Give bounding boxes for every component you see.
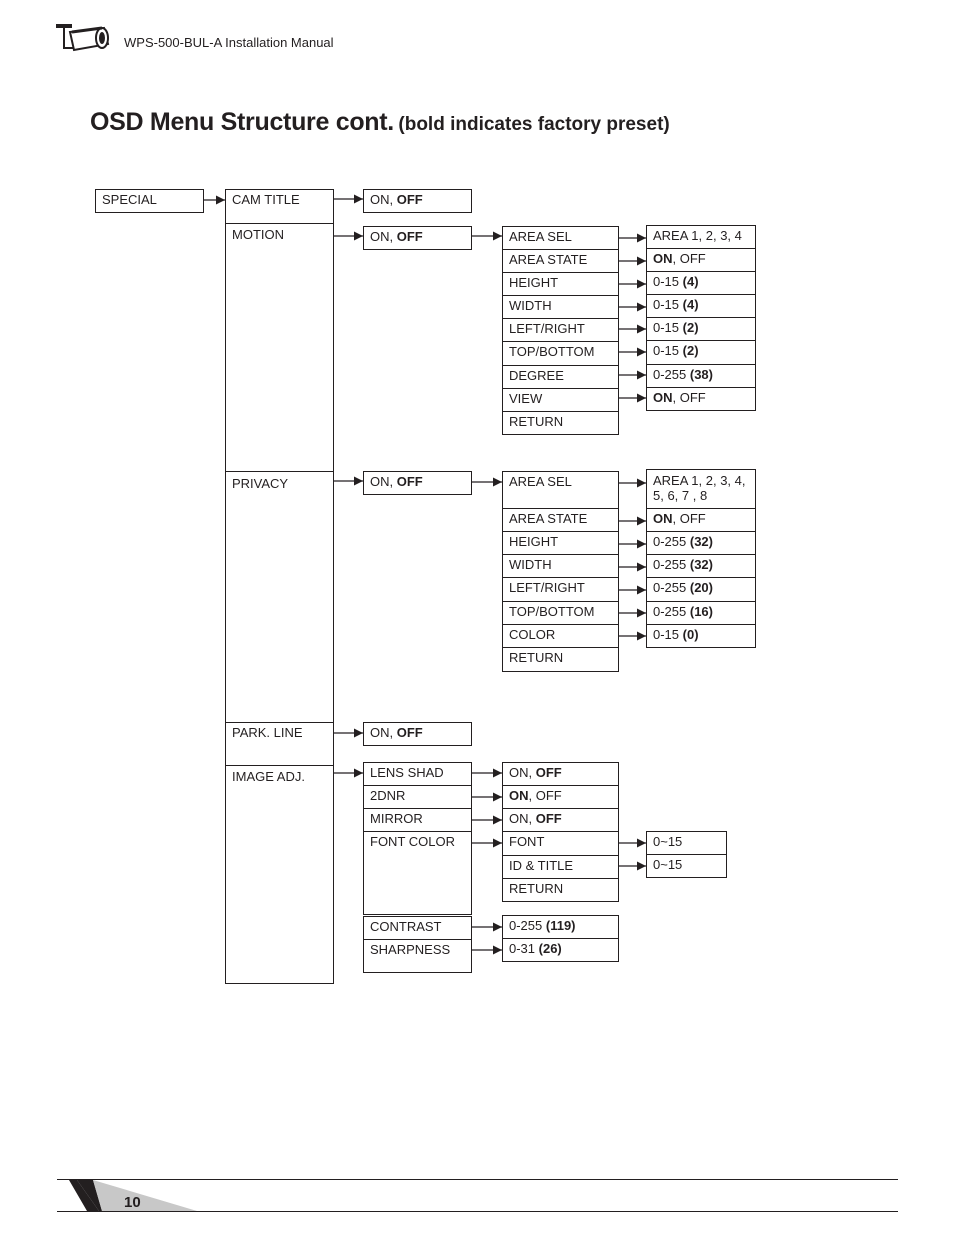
motion-item: DEGREE xyxy=(502,365,619,389)
privacy-value: 0-15 (0) xyxy=(646,624,756,648)
privacy-item: AREA SEL xyxy=(502,471,619,509)
motion-item: RETURN xyxy=(502,411,619,435)
menu-image-adj: IMAGE ADJ. xyxy=(225,765,334,984)
privacy-item: RETURN xyxy=(502,647,619,672)
motion-value: 0-255 (38) xyxy=(646,364,756,388)
menu-privacy: PRIVACY xyxy=(225,471,334,723)
image-adj-item: LENS SHAD xyxy=(363,762,472,786)
font-color-value: 0~15 xyxy=(646,854,727,878)
font-color-item: ID & TITLE xyxy=(502,855,619,879)
image-adj-value: ON, OFF xyxy=(502,762,619,786)
menu-cam-title: CAM TITLE xyxy=(225,189,334,224)
image-adj-value: 0-31 (26) xyxy=(502,938,619,962)
privacy-value: 0-255 (16) xyxy=(646,601,756,625)
privacy-item: LEFT/RIGHT xyxy=(502,577,619,602)
privacy-value: 0-255 (32) xyxy=(646,531,756,555)
privacy-onoff: ON, OFF xyxy=(363,471,472,495)
font-color-value: 0~15 xyxy=(646,831,727,855)
privacy-item: TOP/BOTTOM xyxy=(502,601,619,625)
park-line-onoff: ON, OFF xyxy=(363,722,472,746)
motion-value: ON, OFF xyxy=(646,248,756,272)
privacy-item: COLOR xyxy=(502,624,619,648)
motion-item: WIDTH xyxy=(502,295,619,319)
image-adj-item: SHARPNESS xyxy=(363,939,472,973)
menu-motion: MOTION xyxy=(225,223,334,472)
image-adj-value: ON, OFF xyxy=(502,808,619,832)
motion-item: TOP/BOTTOM xyxy=(502,341,619,366)
privacy-item: WIDTH xyxy=(502,554,619,578)
privacy-value: 0-255 (32) xyxy=(646,554,756,578)
menu-special: SPECIAL xyxy=(95,189,204,213)
image-adj-value: ON, OFF xyxy=(502,785,619,809)
motion-value: AREA 1, 2, 3, 4 xyxy=(646,225,756,249)
menu-park-line: PARK. LINE xyxy=(225,722,334,766)
font-color-item: RETURN xyxy=(502,878,619,902)
motion-value: 0-15 (2) xyxy=(646,317,756,341)
motion-value: 0-15 (4) xyxy=(646,271,756,295)
title-sub: (bold indicates factory preset) xyxy=(398,114,670,135)
motion-item: VIEW xyxy=(502,388,619,412)
motion-item: AREA STATE xyxy=(502,249,619,273)
privacy-value: AREA 1, 2, 3, 4, 5, 6, 7 , 8 xyxy=(646,469,756,509)
manual-title: WPS-500-BUL-A Installation Manual xyxy=(124,35,334,50)
motion-item: LEFT/RIGHT xyxy=(502,318,619,342)
privacy-item: AREA STATE xyxy=(502,508,619,532)
privacy-value: 0-255 (20) xyxy=(646,577,756,602)
motion-value: ON, OFF xyxy=(646,387,756,411)
motion-onoff: ON, OFF xyxy=(363,226,472,250)
image-adj-item: FONT COLOR xyxy=(363,831,472,915)
image-adj-value: 0-255 (119) xyxy=(502,915,619,939)
title-main: OSD Menu Structure cont. xyxy=(90,108,394,136)
image-adj-item: 2DNR xyxy=(363,785,472,809)
privacy-item: HEIGHT xyxy=(502,531,619,555)
page-number: 10 xyxy=(124,1194,141,1211)
motion-value: 0-15 (4) xyxy=(646,294,756,318)
cam-title-onoff: ON, OFF xyxy=(363,189,472,213)
image-adj-item: CONTRAST xyxy=(363,916,472,940)
motion-item: HEIGHT xyxy=(502,272,619,296)
font-color-item: FONT xyxy=(502,831,619,856)
motion-value: 0-15 (2) xyxy=(646,340,756,365)
privacy-value: ON, OFF xyxy=(646,508,756,532)
image-adj-item: MIRROR xyxy=(363,808,472,832)
motion-item: AREA SEL xyxy=(502,226,619,250)
